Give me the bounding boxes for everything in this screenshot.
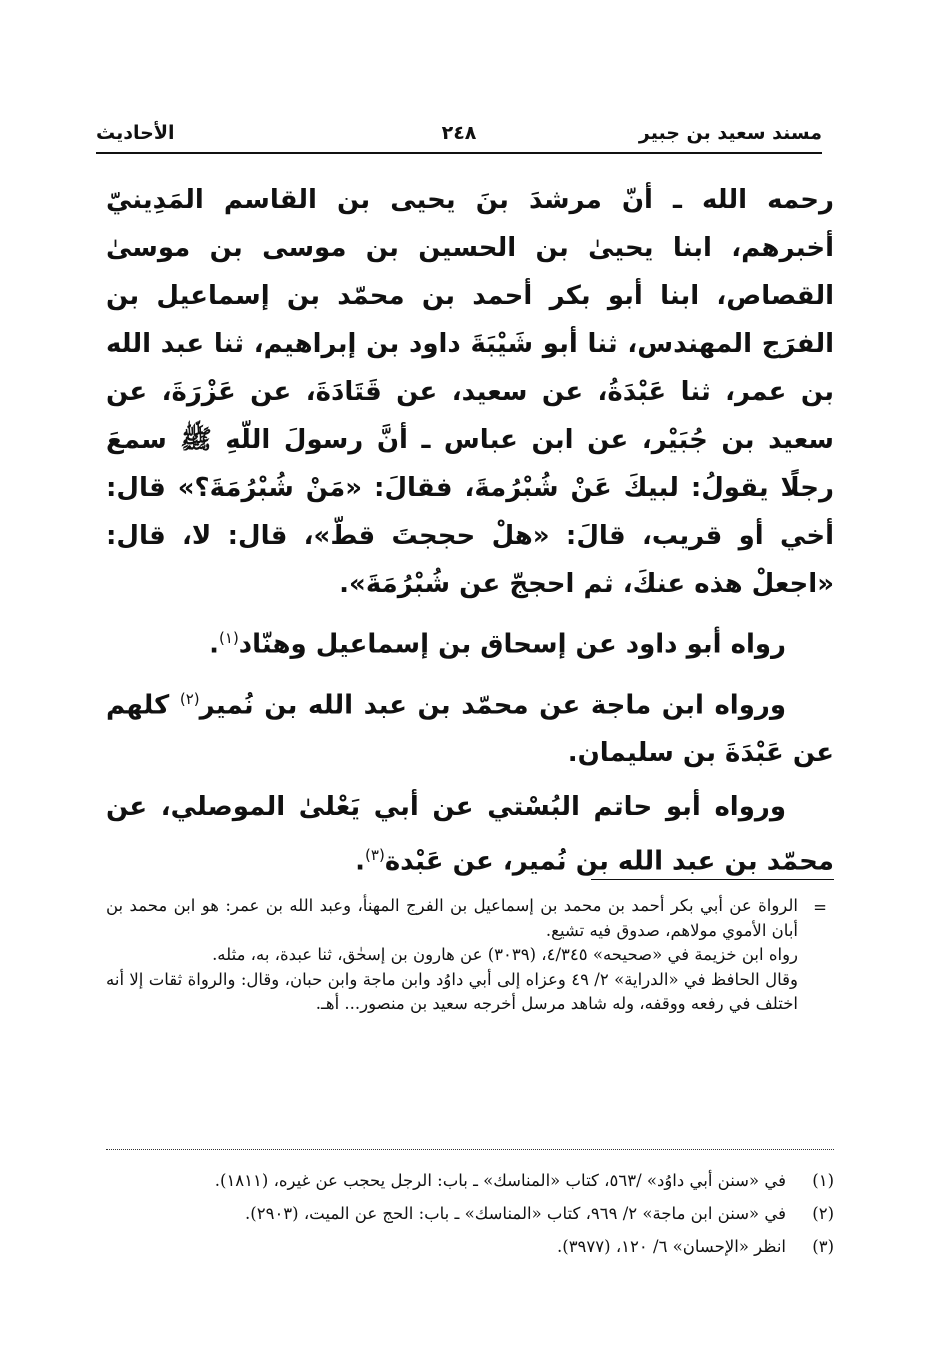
footnote-text: في «سنن ابن ماجة» ٢/ ٩٦٩، كتاب «المناسك» ـ باب: الحج عن الميت، (٢٩٠٣).: [245, 1204, 786, 1223]
footnote-3: [106, 1232, 834, 1261]
footnote-number: (٣): [812, 1237, 834, 1256]
continued-notes: [106, 894, 834, 1017]
narration-2-end: كلهم عن عَبْدَةَ بن سليمان.: [106, 690, 834, 769]
header-rule: [96, 152, 822, 154]
footnote-1: [106, 1166, 834, 1195]
narration-1-text: رواه أبو داود عن إسحاق بن إسماعيل وهنّاد: [238, 629, 786, 660]
continued-note-paragraph: وقال الحافظ في «الدراية» ٢/ ٤٩ وعزاه إلى أبي داوُد وابن ماجة وابن حبان، وقال: والرواة ثقات إلا أنه اختلف في رفعه ووقفه، وله شاهد مرسل أخرجه سعيد بن منصور... أهـ.: [106, 969, 798, 1013]
narration-paragraph-1: [106, 614, 834, 669]
footnote-separator: [591, 879, 834, 880]
narration-3-text: ورواه أبو حاتم البُسْتي عن أبي يَعْلىٰ الموصلي، عن محمّد بن عبد الله بن نُمير، عن عَبْدة: [106, 792, 834, 877]
footnote-ref-3: (٣): [365, 846, 385, 865]
footnotes: [106, 1166, 834, 1265]
continued-note-paragraph: الرواة عن أبي بكر أحمد بن محمد بن إسماعيل بن الفرج المهنأ، وعبد الله بن عمر: هو ابن محمد بن أبان الأموي مولاهم، صدوق فيه تشيع.: [106, 896, 798, 940]
footnote-ref-1: (١): [219, 629, 239, 647]
footnote-2: [106, 1199, 834, 1228]
narration-paragraph-3: [106, 783, 834, 886]
continuation-mark: =: [813, 898, 827, 917]
section-title: الأحاديث: [96, 122, 175, 144]
narration-1-end: .: [209, 629, 220, 660]
narration-paragraph-2: [106, 675, 834, 778]
running-header: [96, 118, 822, 154]
footnote-number: (٢): [812, 1204, 834, 1223]
footnote-number: (١): [812, 1171, 834, 1190]
footnote-text: انظر «الإحسان» ٦/ ١٢٠، (٣٩٧٧).: [557, 1237, 786, 1256]
hadith-paragraph: رحمه الله ـ أنّ مرشدَ بنَ يحيى بن القاسم المَدِينيّ أخبرهم، ابنا يحيىٰ بن الحسين بن موسى بن موسىٰ القصاص، ابنا أبو بكر أحمد بن محمّد بن إسماعيل بن الفرَج المهندس، ثنا أبو شَيْبَةَ داود بن إبراهيم، ثنا عبد الله بن عمر، ثنا عَبْدَةُ، عن سعيد، عن قَتَادَةَ، عن عَزْرَةَ، عن سعيد بن جُبَيْر، عن ابن عباس ـ أنَّ رسولَ اللّهِ ﷺ سمعَ رجلًا يقولُ: لبيكَ عَنْ شُبْرُمةَ، فقالَ: «مَنْ شُبْرُمَةَ؟» قال: أخي أو قريب، قالَ: «هلْ حججتَ قطّ»، قال: لا، قال: «اجعلْ هذه عنكَ، ثم احججّ عن شُبْرُمَةَ».: [106, 185, 834, 599]
footnote-ref-2: (٢): [179, 689, 200, 708]
narration-3-end: .: [355, 846, 366, 877]
page-number: ٢٤٨: [441, 122, 477, 144]
book-title: مسند سعيد بن جبير: [638, 122, 822, 144]
narration-2-text: ورواه ابن ماجة عن محمّد بن عبد الله بن نُمير: [199, 690, 787, 721]
continued-note-paragraph: رواه ابن خزيمة في «صحيحه» ٤/٣٤٥، (٣٠٣٩) عن هارون بن إسحٰق، ثنا عبدة، به، مثله.: [212, 945, 798, 964]
main-text: [106, 176, 834, 886]
notes-dotted-divider: [106, 1149, 834, 1150]
footnote-text: في «سنن أبي داوُد» /٥٦٣، كتاب «المناسك» ـ باب: الرجل يحجب عن غيره، (١٨١١).: [214, 1171, 786, 1190]
